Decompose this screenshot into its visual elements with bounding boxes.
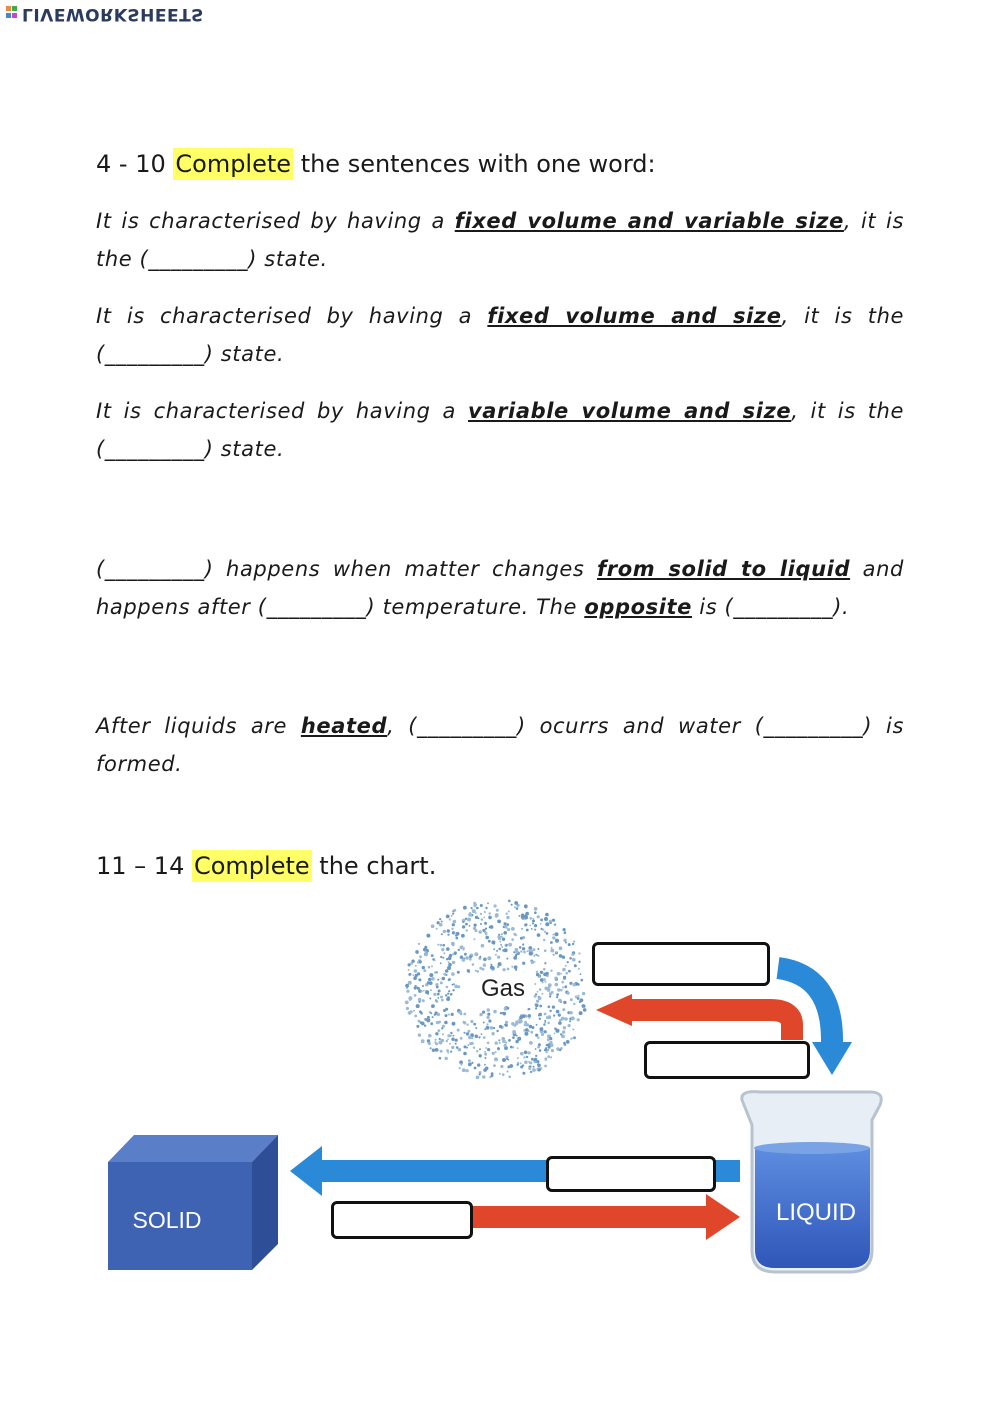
section-heading-2: 11 – 14 Complete the chart. <box>96 852 437 880</box>
paragraph-heated: After liquids are heated, (_________) ocurrs and water (_________) is formed. <box>96 714 904 776</box>
highlight-word: Complete <box>193 852 310 880</box>
red-arrow-head-right <box>706 1194 740 1240</box>
liquid-label: LIQUID <box>775 1199 857 1226</box>
blue-arrow-head-left <box>290 1146 322 1196</box>
sentence-1: It is characterised by having a fixed volume and variable size, it is the (_________) state. <box>96 209 904 271</box>
red-arrow-head-left <box>596 994 632 1026</box>
answer-box-melting[interactable] <box>331 1201 473 1239</box>
blue-arrow-head-down <box>812 1042 852 1075</box>
answer-box-evaporation[interactable] <box>592 942 770 986</box>
paragraph-melting: (_________) happens when matter changes from solid to liquid and happens after (_________) temperature. The opposite is (_________). <box>96 557 904 619</box>
red-arrow-melting <box>450 1206 708 1228</box>
logo[interactable]: LIVEWORKSHEETS <box>22 4 204 24</box>
solid-label: SOLID <box>132 1207 202 1233</box>
beaker <box>742 1092 881 1272</box>
highlight-word: Complete <box>175 150 292 178</box>
red-arrow-evaporation <box>630 1010 792 1040</box>
gas-label: Gas <box>480 975 526 1002</box>
section-heading-1: 4 - 10 Complete the sentences with one word: <box>96 150 656 178</box>
sentence-3: It is characterised by having a variable volume and size, it is the (_________) state. <box>96 399 904 461</box>
answer-box-condensation[interactable] <box>644 1041 810 1079</box>
solid-cube <box>108 1135 278 1270</box>
answer-box-solidification[interactable] <box>546 1156 716 1192</box>
sentence-2: It is characterised by having a fixed volume and size, it is the (_________) state. <box>96 304 904 366</box>
